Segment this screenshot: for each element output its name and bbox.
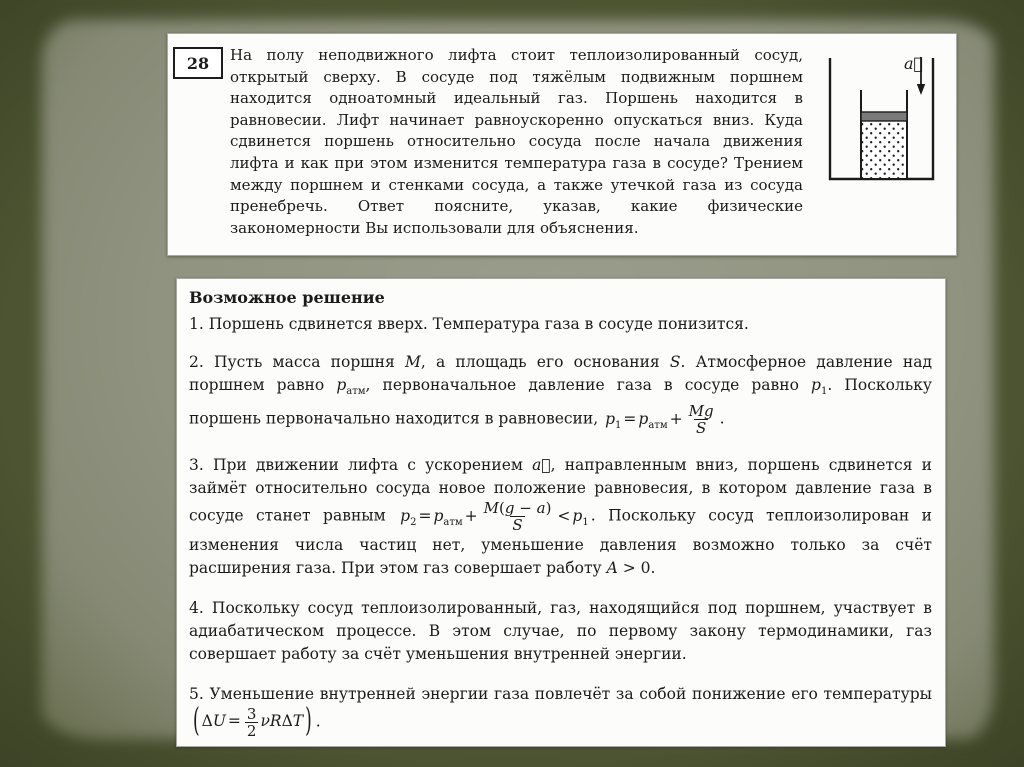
- equilibrium-formula: $p_1 = p_{атм}$ + $\frac{Mg}{S}$: [605, 402, 714, 438]
- fraction: $\frac{3}{2}$: [246, 704, 257, 740]
- problem-number: 28: [186, 53, 210, 73]
- item-number: 5.: [189, 684, 204, 703]
- solution-card: [176, 278, 946, 747]
- vessel-diagram: [824, 50, 940, 186]
- problem-text: На полу неподвижного лифта стоит теплоизолированный сосуд, открытый сверху. В сосуде под тяжёлым подвижным поршнем находится одноатомный идеальный газ. Поршень находится в равновесии. Лифт начинает равноускоренно опускаться вниз. Куда сдвинется поршень относительно сосуда после начала движения лифта и как при этом изменится температура газа в сосуде? Трением между поршнем и стенками сосуда, а также утечкой газа из сосуда пренебречь. Ответ поясните, указав, какие физические закономерности Вы использовали для объяснения.: [230, 46, 803, 237]
- var-M: M: [404, 353, 421, 371]
- var-p-atm: p: [336, 376, 347, 394]
- item-text: Поршень сдвинется вверх. Температура газа в сосуде понизится.: [208, 315, 749, 333]
- internal-energy-formula: ( ΔU = $\frac{3}{2}$ νRΔT ): [193, 702, 312, 741]
- solution-item-4: [189, 597, 932, 666]
- solution-item-3: 3. При движении лифта с ускорением a⃗, направленным вниз, поршень сдвинется и займёт относительно сосуда новое положение равновесия, в котором давление газа в сосуде станет равным $p_2 = p_{атм}$ + $\frac{M(g - a)}{S}$ < $p_1$ . Поскольку сосуд теплоизолирован и изменения числа частиц нет, уменьшение давления возможно только за счёт расширения газа. При этом газ совершает работу A > 0.: [189, 455, 932, 577]
- item-number: 3.: [189, 455, 204, 474]
- item-number: 2.: [189, 353, 204, 371]
- problem-number-badge: [173, 47, 223, 79]
- fraction: $\frac{Mg}{S}$: [688, 402, 714, 438]
- solution-title: Возможное решение: [189, 288, 385, 307]
- solution-item-1: [189, 313, 932, 336]
- new-equilibrium-formula: $p_2 = p_{атм}$ + $\frac{M(g - a)}{S}$ < $p_1$: [400, 498, 589, 535]
- item-text: Поскольку сосуд теплоизолированный, газ, находящийся под поршнем, участвует в адиабатическом процессе. В этом случае, по первому закону термодинамики, газ совершает работу за счёт уменьшения внутренней энергии.: [189, 598, 932, 663]
- piston: [861, 112, 907, 121]
- var-p1: p: [811, 376, 821, 394]
- fraction: $\frac{M(g - a)}{S}$: [483, 498, 552, 535]
- problem-card: [167, 33, 957, 256]
- solution-item-5: 5. Уменьшение внутренней энергии газа повлечёт за собой понижение его температуры ( ΔU = $\frac{3}{2}$ νRΔT ) .: [189, 684, 932, 741]
- item-number: 1.: [189, 315, 204, 333]
- solution-item-2: 2. Пусть масса поршня M, а площадь его основания S. Атмосферное давление над поршнем равно $p_{атм}$, первоначальное давление газа в сосуде равно $p_1$. Поскольку поршень первоначально находится в равновесии, $p_1 = p_{атм}$ + $\frac{Mg}{S}$ .: [189, 353, 933, 438]
- gas-region: [862, 121, 906, 178]
- var-work-A: A: [606, 558, 618, 577]
- item-number: 4.: [189, 598, 204, 617]
- var-S: S: [669, 353, 681, 371]
- var-accel-vector: a⃗: [532, 455, 551, 474]
- acceleration-label: a⃗: [904, 54, 924, 73]
